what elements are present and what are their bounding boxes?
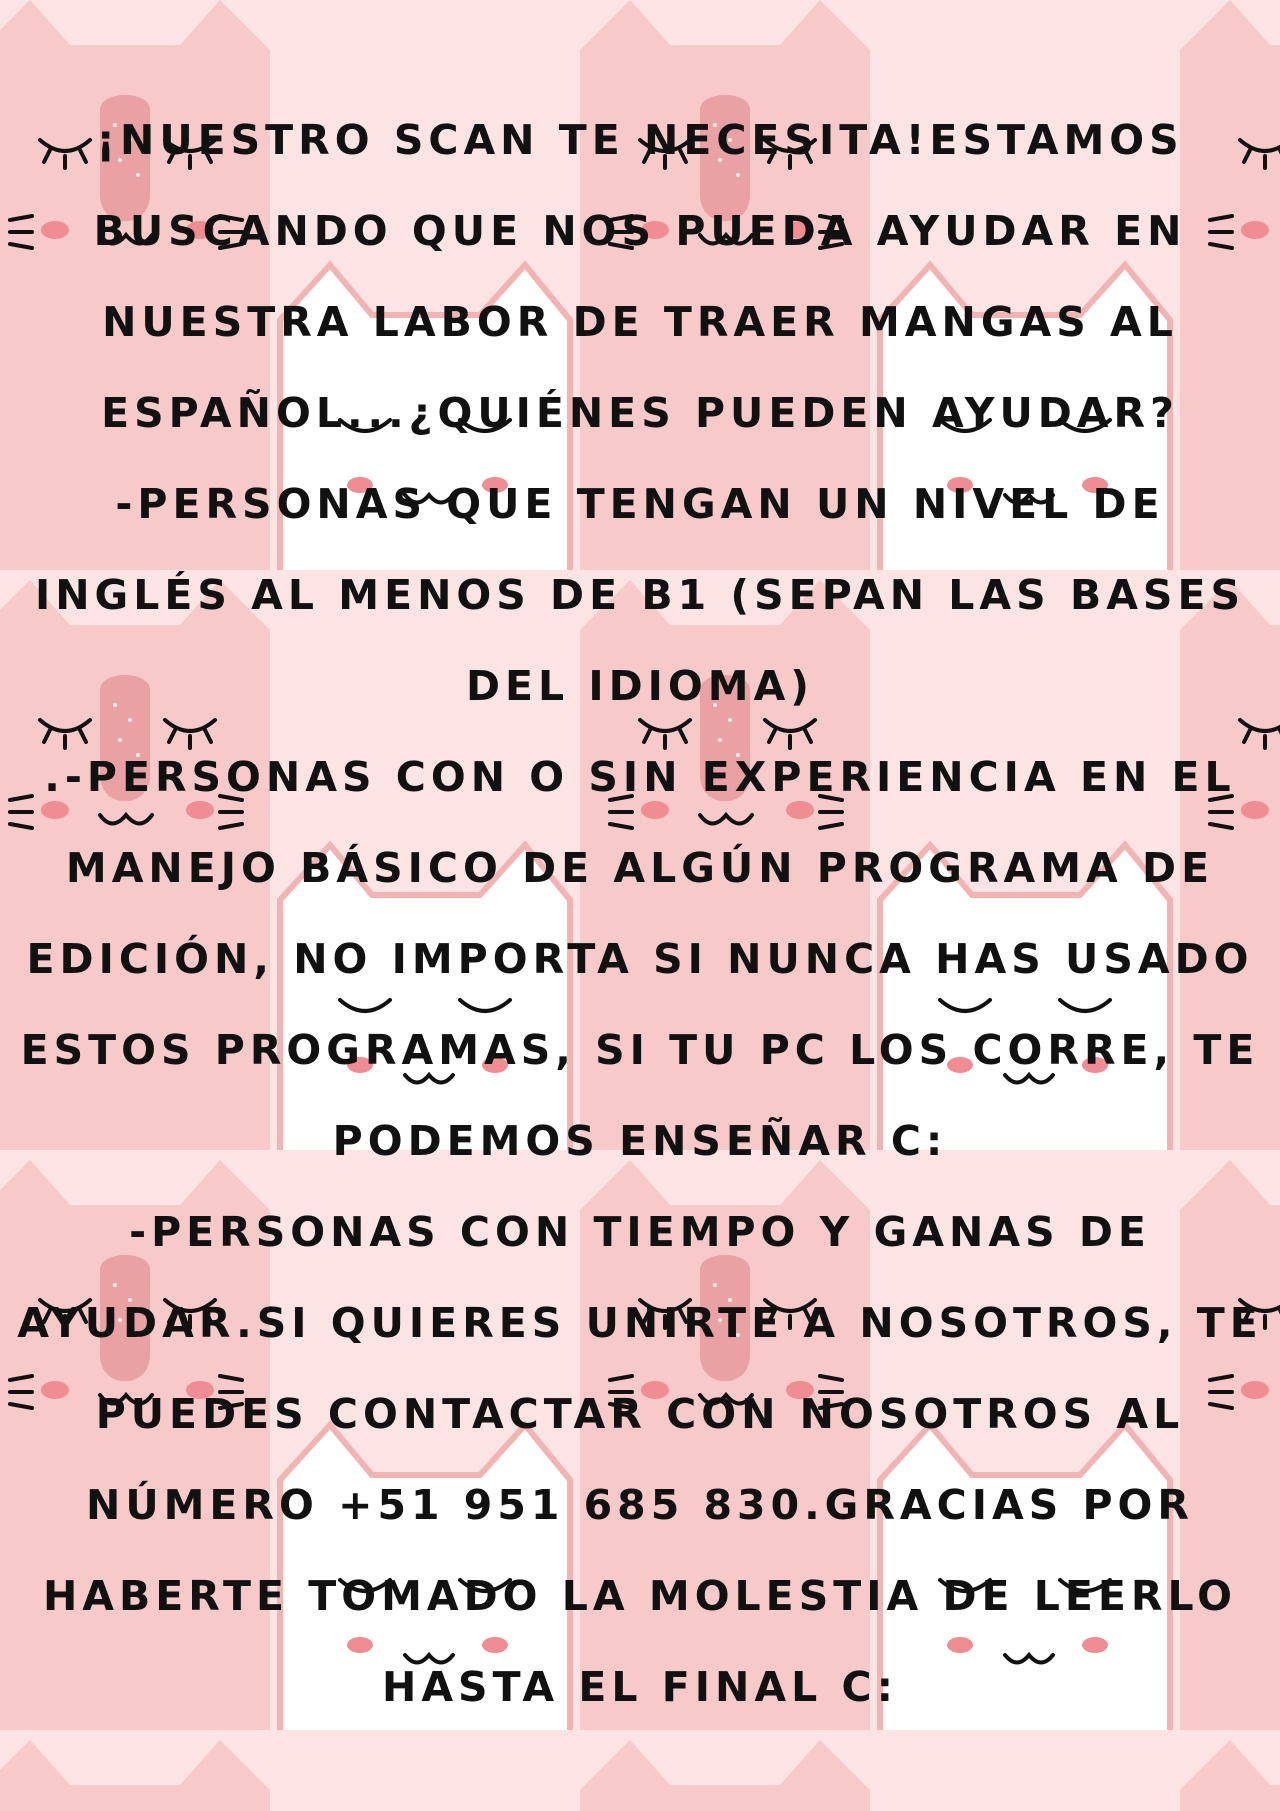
message-line-3: NUESTRA LABOR DE TRAER MANGAS AL <box>102 298 1178 346</box>
message-line-10: EDICIÓN, NO IMPORTA SI NUNCA HAS USADO <box>26 935 1254 983</box>
message-line-13: -PERSONAS CON TIEMPO Y GANAS DE <box>129 1208 1151 1256</box>
message-line-14: AYUDAR.SI QUIERES UNIRTE A NOSOTROS, TE <box>17 1299 1263 1347</box>
message-line-1: ¡NUESTRO SCAN TE NECESITA!ESTAMOS <box>96 116 1184 164</box>
message-line-7: DEL IDIOMA) <box>465 662 815 710</box>
message-line-15: PUEDES CONTACTAR CON NOSOTROS AL <box>95 1390 1185 1438</box>
message-line-2: BUSCANDO QUE NOS PUEDA AYUDAR EN <box>93 207 1187 255</box>
message-line-5: -PERSONAS QUE TENGAN UN NIVEL DE <box>115 480 1165 528</box>
message-line-12: PODEMOS ENSEÑAR C: <box>332 1117 948 1165</box>
message-line-8: .-PERSONAS CON O SIN EXPERIENCIA EN EL <box>44 753 1236 801</box>
message-line-17: HABERTE TOMADO LA MOLESTIA DE LEERLO <box>42 1572 1237 1620</box>
message-line-18: HASTA EL FINAL C: <box>382 1663 898 1711</box>
message-line-6: INGLÉS AL MENOS DE B1 (SEPAN LAS BASES <box>34 571 1245 619</box>
poster-message <box>0 95 1280 1733</box>
message-line-4: ESPAÑOL...¿QUIÉNES PUEDEN AYUDAR? <box>101 389 1179 437</box>
message-line-9: MANEJO BÁSICO DE ALGÚN PROGRAMA DE <box>65 844 1215 892</box>
message-line-11: ESTOS PROGRAMAS, SI TU PC LOS CORRE, TE <box>20 1026 1260 1074</box>
message-line-16: NÚMERO +51 951 685 830.GRACIAS POR <box>86 1481 1194 1529</box>
